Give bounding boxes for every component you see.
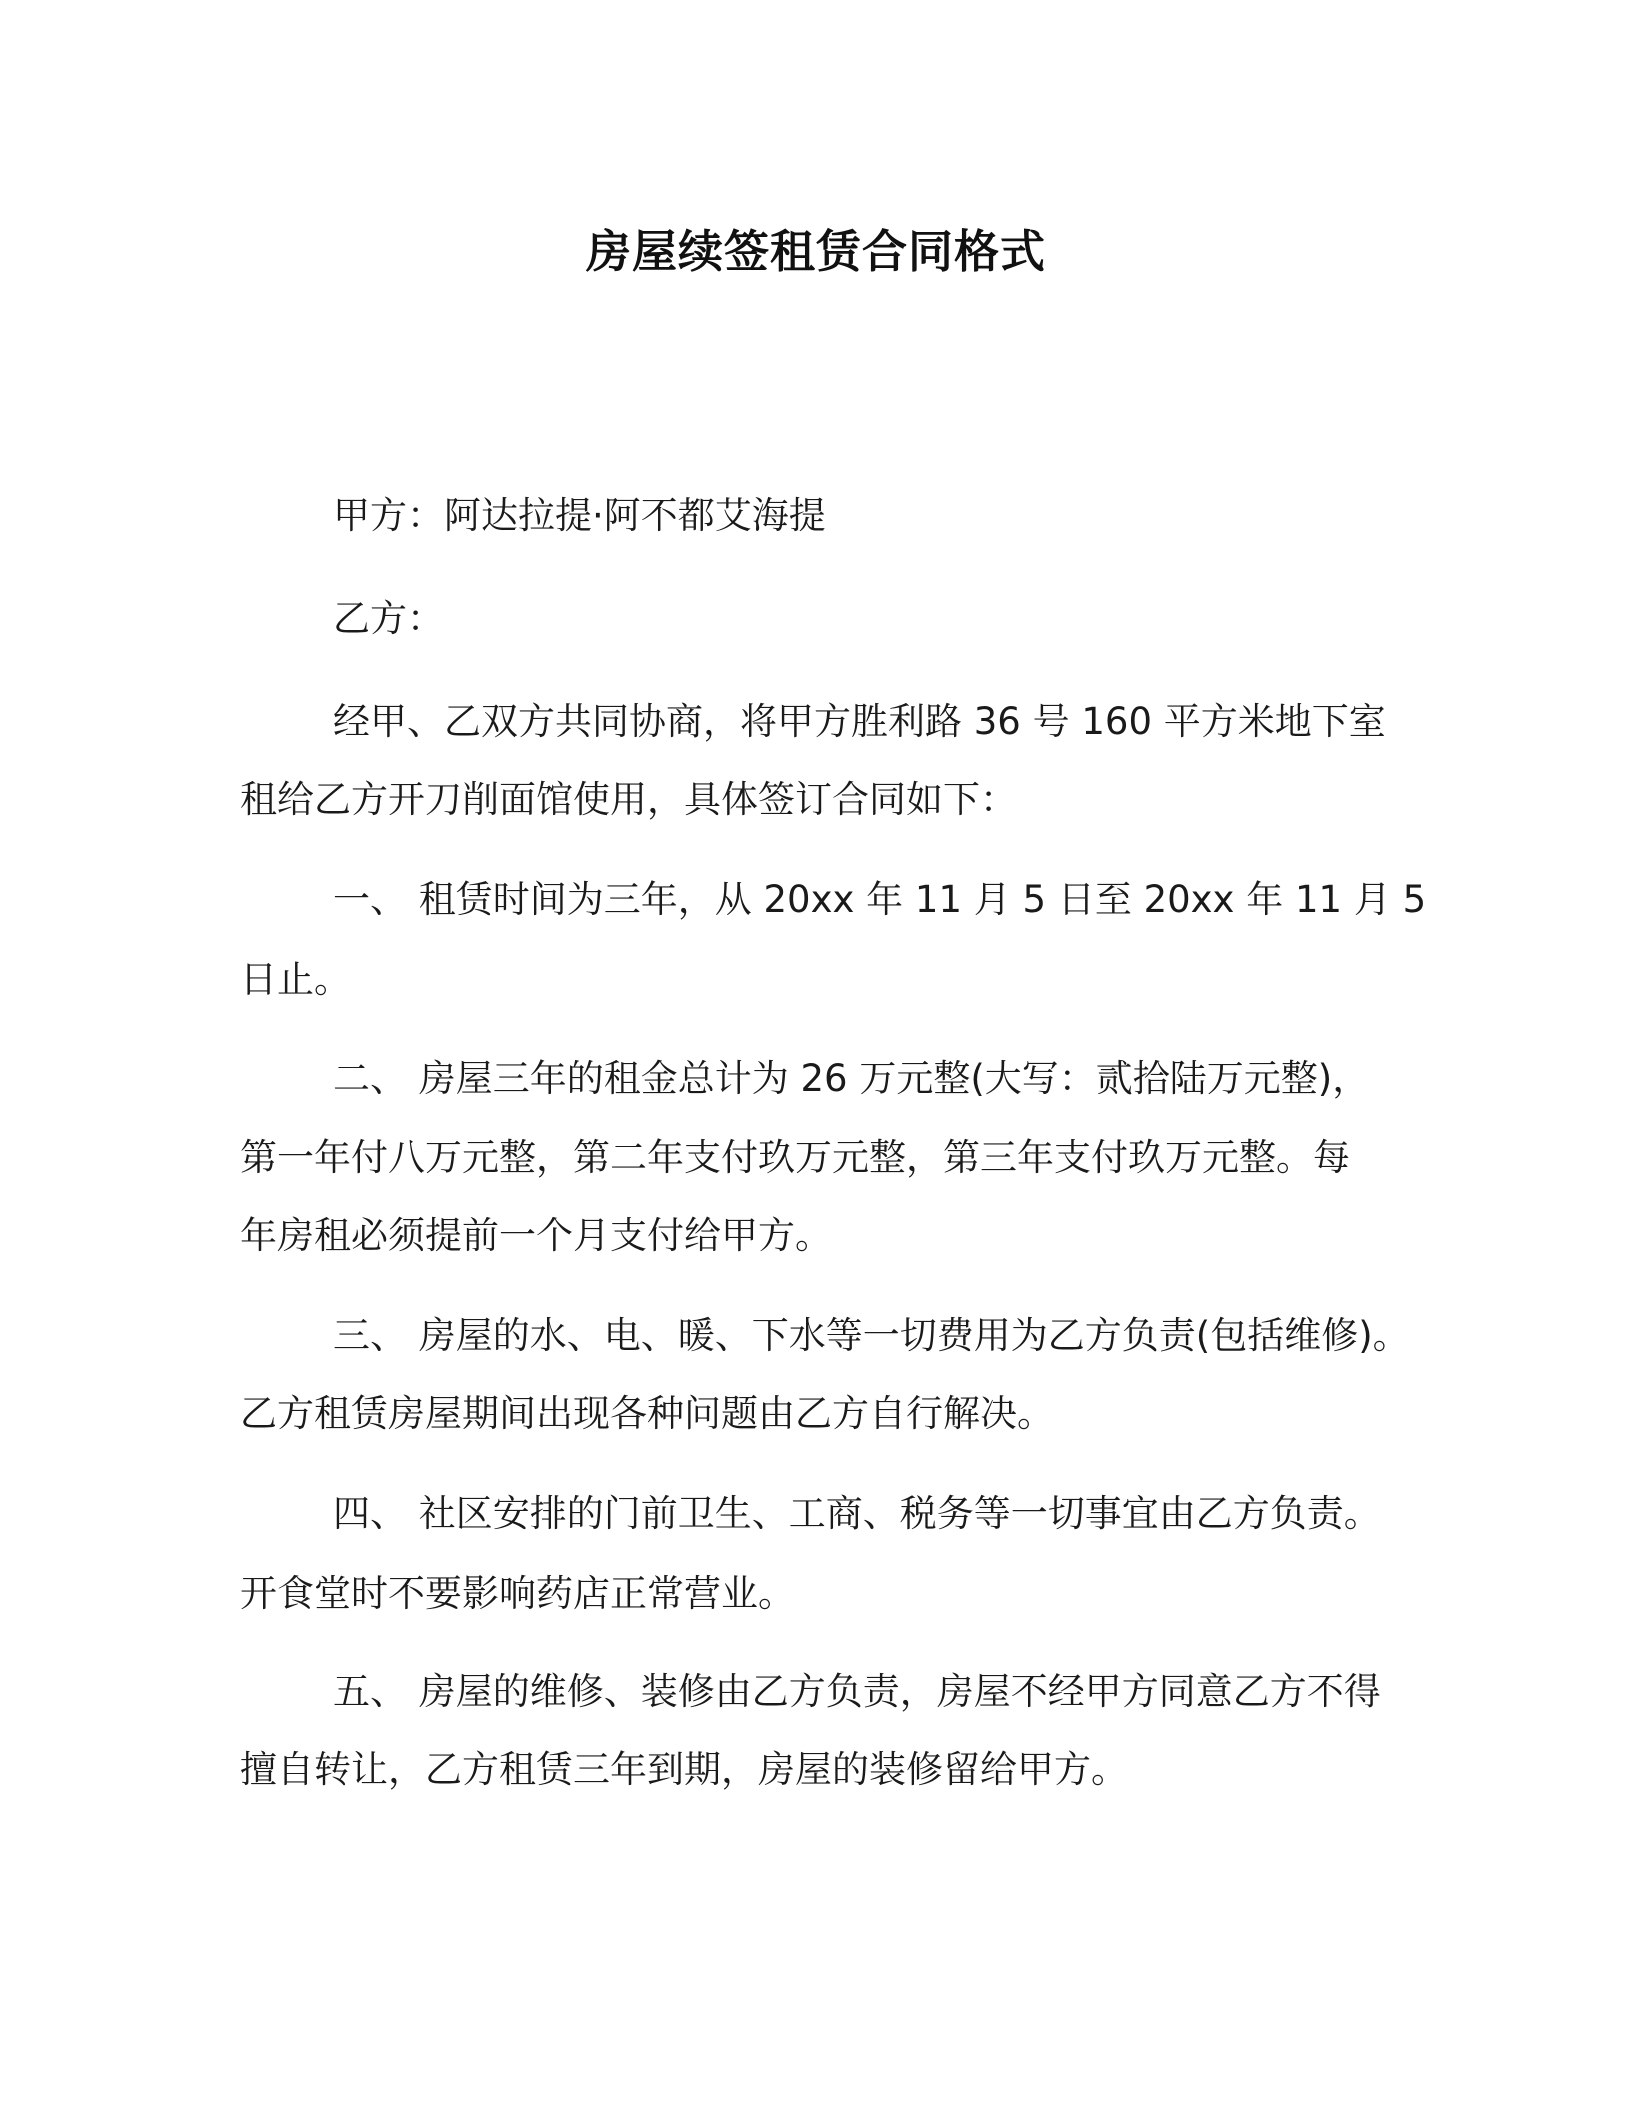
clause-5-line-1: 五、 房屋的维修、装修由乙方负责，房屋不经甲方同意乙方不得 bbox=[333, 1670, 1381, 1713]
clause-4-line-2: 开食堂时不要影响药店正常营业。 bbox=[240, 1572, 795, 1615]
clause-2-line-1: 二、 房屋三年的租金总计为 26 万元整(大写：贰拾陆万元整)， bbox=[333, 1057, 1370, 1100]
intro-line-1: 经甲、乙双方共同协商，将甲方胜利路 36 号 160 平方米地下室 bbox=[333, 700, 1386, 743]
clause-2-line-2: 第一年付八万元整，第二年支付玖万元整，第三年支付玖万元整。每 bbox=[240, 1136, 1350, 1179]
clause-3-line-1: 三、 房屋的水、电、暖、下水等一切费用为乙方负责(包括维修)。 bbox=[333, 1314, 1410, 1357]
document-title: 房屋续签租赁合同格式 bbox=[585, 225, 1046, 278]
clause-1-line-2: 日止。 bbox=[240, 958, 351, 1001]
party-b-line: 乙方： bbox=[333, 597, 444, 640]
party-a-line: 甲方：阿达拉提·阿不都艾海提 bbox=[333, 494, 826, 537]
clause-3-line-2: 乙方租赁房屋期间出现各种问题由乙方自行解决。 bbox=[240, 1392, 1054, 1435]
clause-1-line-1: 一、 租赁时间为三年，从 20xx 年 11 月 5 日至 20xx 年 11 月 5 bbox=[333, 878, 1427, 921]
intro-line-2: 租给乙方开刀削面馆使用，具体签订合同如下： bbox=[240, 778, 1017, 821]
clause-4-line-1: 四、 社区安排的门前卫生、工商、税务等一切事宜由乙方负责。 bbox=[333, 1492, 1381, 1535]
clause-2-line-3: 年房租必须提前一个月支付给甲方。 bbox=[240, 1214, 832, 1257]
clause-5-line-2: 擅自转让，乙方租赁三年到期，房屋的装修留给甲方。 bbox=[240, 1748, 1128, 1791]
